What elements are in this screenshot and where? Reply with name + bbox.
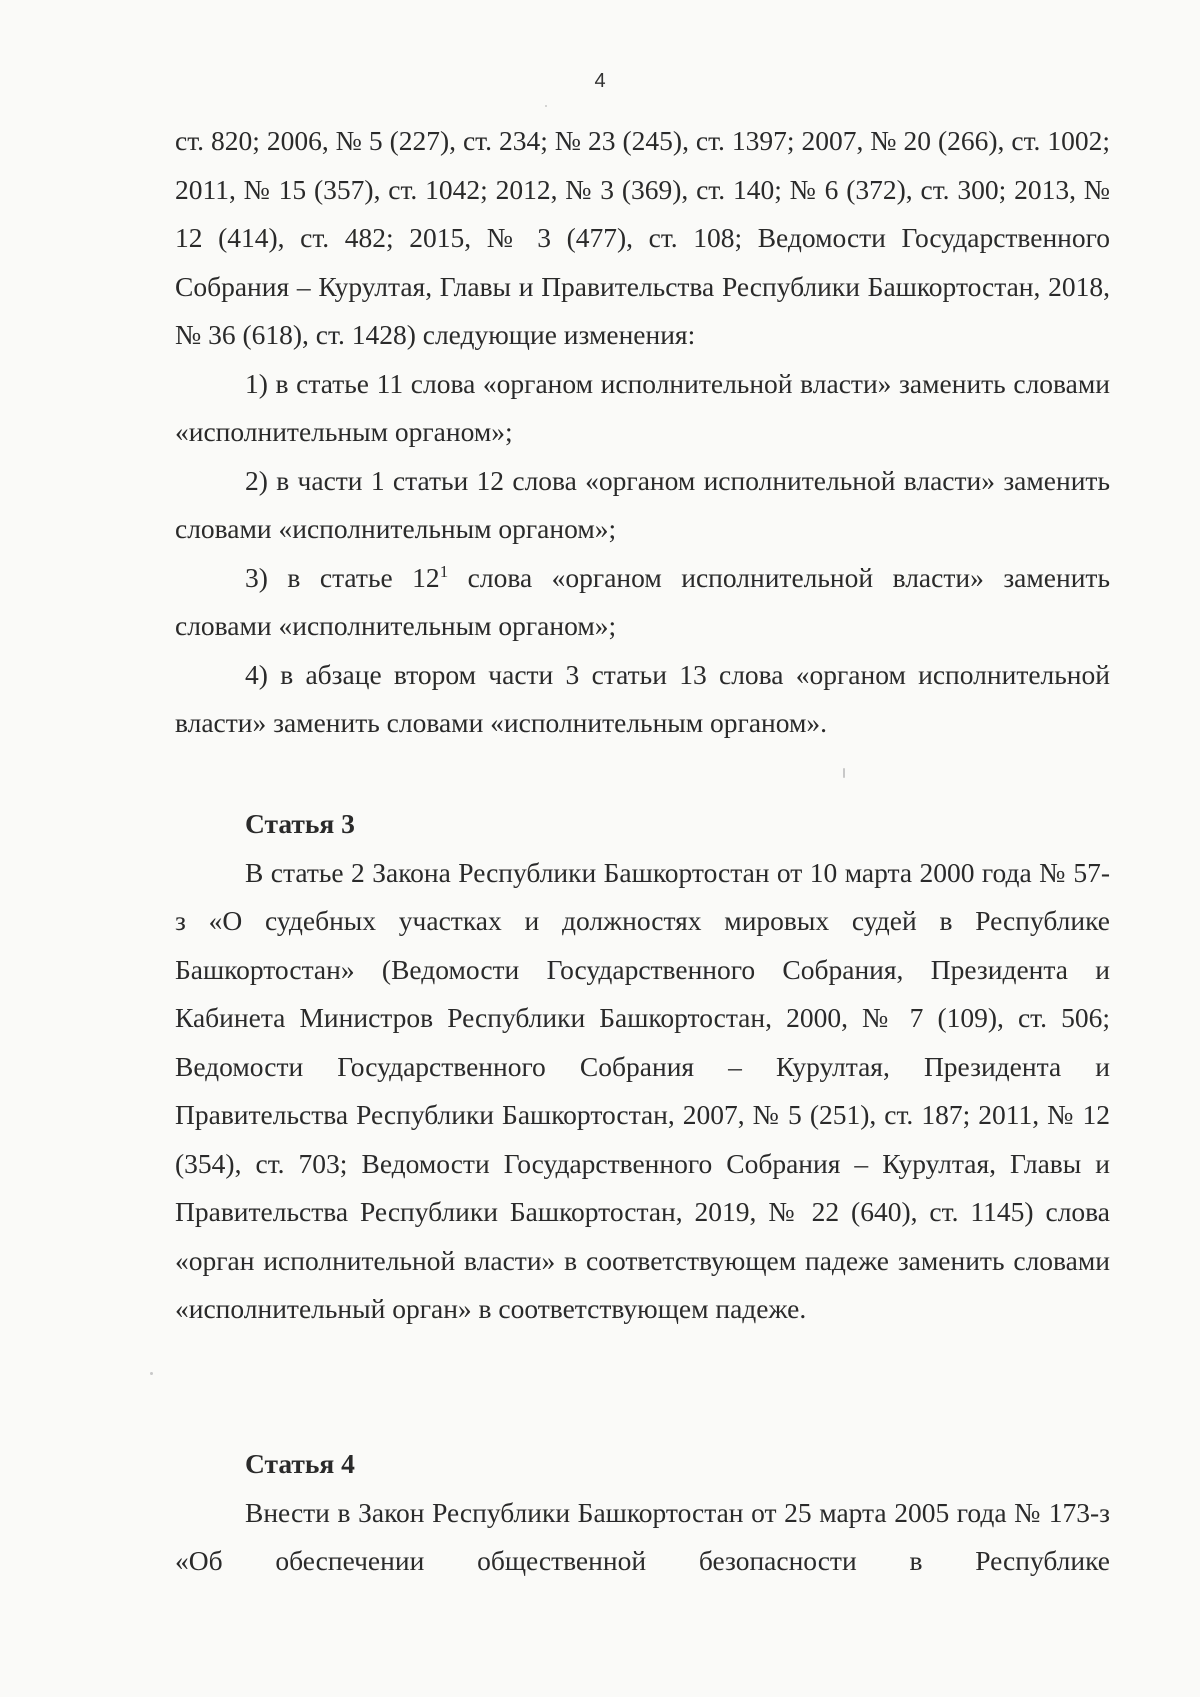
list-item-text: 4) в абзаце втором части 3 статьи 13 слова «органом исполнительной власти» заменить словами «исполнительным органом». (175, 658, 1110, 738)
article-heading: Статья 3 (245, 808, 355, 839)
article-heading: Статья 4 (245, 1448, 355, 1479)
continuation-block (175, 117, 1110, 748)
list-item-text: 1) в статье 11 слова «органом исполнительной власти» заменить словами «исполнительным органом»; (175, 367, 1110, 447)
article-paragraph: Внести в Закон Республики Башкортостан от 25 марта 2005 года № 173-з «Об обеспечении общественной безопасности в Республике (175, 1496, 1110, 1576)
article-3 (175, 800, 1110, 1334)
list-item (175, 651, 1110, 748)
list-item (175, 457, 1110, 554)
superscript: 1 (439, 561, 449, 581)
list-item (175, 554, 1110, 651)
scan-speck (150, 1372, 153, 1375)
article-4 (175, 1440, 1110, 1586)
list-item-text: 3) в статье 12 (245, 561, 440, 593)
list-item-text: слова «органом исполнительной власти» заменить словами «исполнительным органом»; (175, 561, 1110, 641)
article-paragraph: В статье 2 Закона Республики Башкортостан от 10 марта 2000 года № 57-з «О судебных участках и должностях мировых судей в Республике Башкортостан» (Ведомости Государственного Собрания, Президента и Кабинета Министров Республики Башкортостан, 2000, № 7 (109), ст. 506; Ведомости Государственного Собрания – Курултая, Президента и Правительства Республики Башкортостан, 2007, № 5 (251), ст. 187; 2011, № 12 (354), ст. 703; Ведомости Государственного Собрания – Курултая, Главы и Правительства Республики Башкортостан, 2019, № 22 (640), ст. 1145) слова «орган исполнительной власти» в соответствующем падеже заменить словами «исполнительный орган» в соответствующем падеже. (175, 856, 1110, 1324)
list-item (175, 360, 1110, 457)
scan-speck (545, 105, 547, 107)
continuation-paragraph: ст. 820; 2006, № 5 (227), ст. 234; № 23 (245), ст. 1397; 2007, № 20 (266), ст. 1002; 2011, № 15 (357), ст. 1042; 2012, № 3 (369), ст. 140; № 6 (372), ст. 300; 2013, № 12 (414), ст. 482; 2015, № 3 (477), ст. 108; Ведомости Государственного Собрания – Курултая, Главы и Правительства Республики Башкортостан, 2018, № 36 (618), ст. 1428) следующие изменения: (175, 125, 1110, 350)
list-item-text: 2) в части 1 статьи 12 слова «органом исполнительной власти» заменить словами «исполнительным органом»; (175, 464, 1110, 544)
scan-speck (843, 768, 845, 778)
page-number: 4 (594, 70, 606, 92)
